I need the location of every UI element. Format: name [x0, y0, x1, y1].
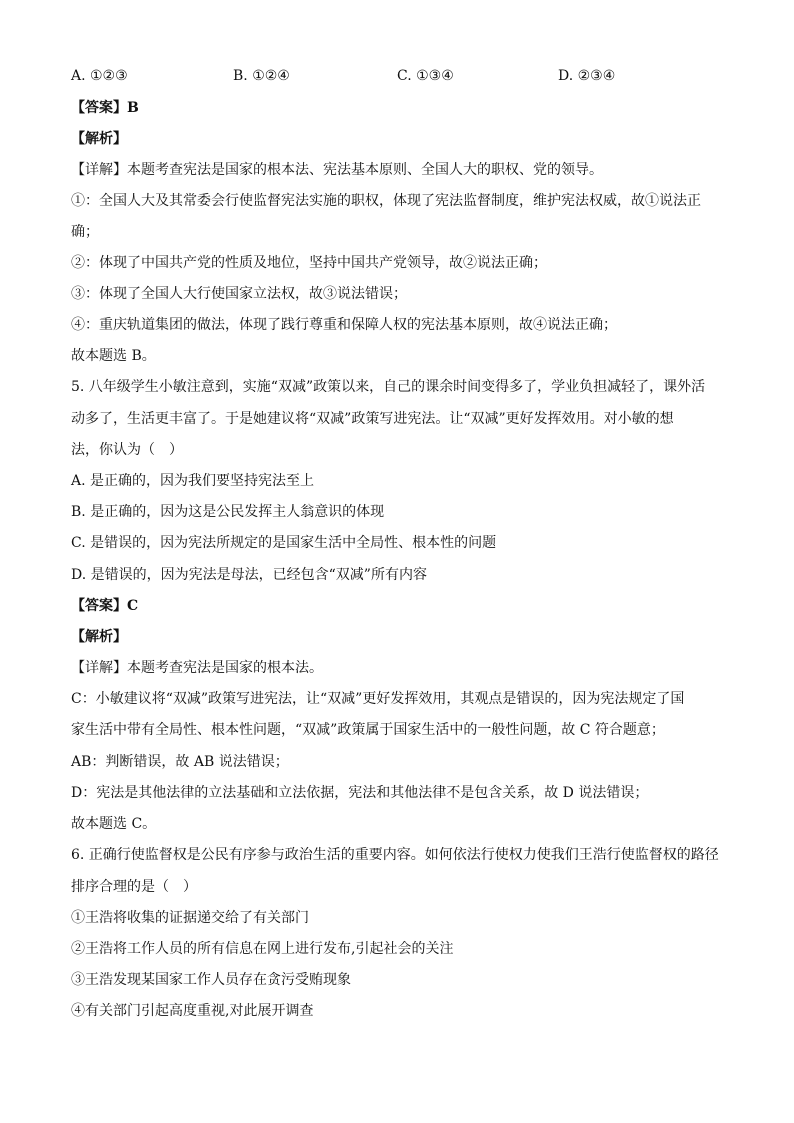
q5-analysis-heading: 【解析】	[71, 629, 127, 645]
q5-option-d: D. 是错误的，因为宪法是母法，已经包含“双减”所有内容	[71, 567, 427, 583]
q4-explanation-line: ③：体现了全国人大行使国家立法权，故③说法错误；	[71, 286, 407, 302]
q4-answer: 【答案】B	[71, 100, 139, 116]
q4-option-c: C. ①③④	[397, 68, 454, 84]
q6-stem-line: 6. 正确行使监督权是公民有序参与政治生活的重要内容。如何依法行使权力使我们王浩行使监督权的路径	[71, 847, 719, 863]
q5-explanation-line: 家生活中带有全局性、根本性问题，“双减”政策属于国家生活中的一般性问题，故 C 符合题意；	[71, 722, 665, 738]
q4-explanation-line: ②：体现了中国共产党的性质及地位，坚持中国共产党领导，故②说法正确；	[71, 255, 547, 271]
q5-answer: 【答案】C	[71, 598, 139, 614]
q4-explanation-line: 确；	[71, 224, 99, 240]
q4-options-row	[71, 66, 731, 86]
q5-conclusion: 故本题选 C。	[71, 816, 157, 832]
q4-option-b: B. ①②④	[233, 68, 290, 84]
q5-stem-line: 动多了，生活更丰富了。于是她建议将“双减”政策写进宪法。让“双减”更好发挥效用。对小敏的想	[71, 411, 674, 427]
q5-explanation-line: AB：判断错误，故 AB 说法错误；	[71, 754, 289, 770]
q5-option-c: C. 是错误的，因为宪法所规定的是国家生活中全局性、根本性的问题	[71, 535, 497, 551]
q4-option-a: A. ①②③	[71, 68, 128, 84]
q6-item: ①王浩将收集的证据递交给了有关部门	[71, 910, 309, 926]
q5-stem-line: 5. 八年级学生小敏注意到，实施“双减”政策以来，自己的课余时间变得多了，学业负担减轻了，课外活	[71, 379, 706, 395]
q6-item: ②王浩将工作人员的所有信息在网上进行发布,引起社会的关注	[71, 941, 454, 957]
q6-item: ③王浩发现某国家工作人员存在贪污受贿现象	[71, 972, 351, 988]
q4-conclusion: 故本题选 B。	[71, 348, 156, 364]
q4-explanation-line: ④：重庆轨道集团的做法，体现了践行尊重和保障人权的宪法基本原则，故④说法正确；	[71, 317, 617, 333]
q5-option-b: B. 是正确的，因为这是公民发挥主人翁意识的体现	[71, 504, 385, 520]
q5-option-a: A. 是正确的，因为我们要坚持宪法至上	[71, 473, 315, 489]
q4-detail: 【详解】本题考查宪法是国家的根本法、宪法基本原则、全国人大的职权、党的领导。	[71, 162, 603, 178]
q6-item: ④有关部门引起高度重视,对此展开调查	[71, 1003, 314, 1019]
q4-analysis-heading: 【解析】	[71, 131, 127, 147]
q4-explanation-line: ①：全国人大及其常委会行使监督宪法实施的职权，体现了宪法监督制度，维护宪法权威，故①说法正	[71, 193, 701, 209]
q5-explanation-line: C：小敏建议将“双减”政策写进宪法，让“双减”更好发挥效用，其观点是错误的，因为宪法规定了国	[71, 691, 685, 707]
q4-option-d: D. ②③④	[558, 68, 616, 84]
q6-stem-line: 排序合理的是（ ）	[71, 879, 197, 895]
q5-explanation-line: D：宪法是其他法律的立法基础和立法依据，宪法和其他法律不是包含关系，故 D 说法错误；	[71, 785, 649, 801]
q5-detail: 【详解】本题考查宪法是国家的根本法。	[71, 660, 323, 676]
q5-stem-line: 法，你认为（ ）	[71, 442, 183, 458]
